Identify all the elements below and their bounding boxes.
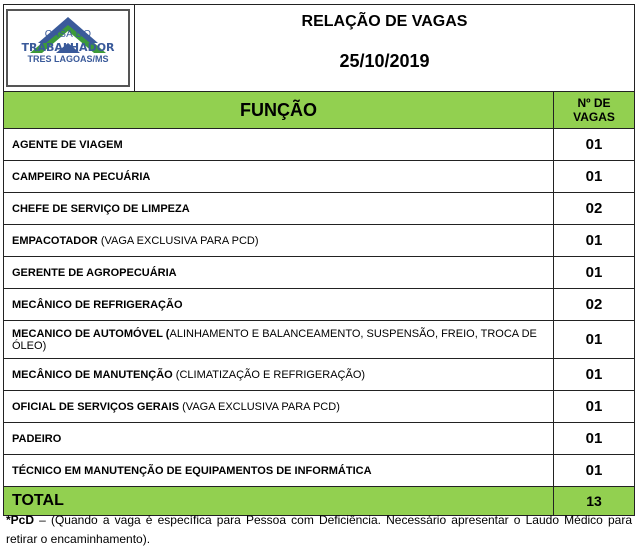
title-cell	[135, 5, 635, 92]
total-label: TOTAL	[4, 487, 554, 516]
table-row	[4, 321, 635, 359]
job-count: 01	[554, 129, 635, 161]
job-note: (VAGA EXCLUSIVA PARA PCD)	[179, 400, 340, 413]
job-title: CHEFE DE SERVIÇO DE LIMPEZA	[12, 202, 190, 215]
job-count: 01	[554, 423, 635, 455]
table-row	[4, 129, 635, 161]
page-date: 25/10/2019	[339, 51, 430, 71]
total-value: 13	[554, 487, 635, 516]
job-count: 01	[554, 161, 635, 193]
job-count: 01	[554, 391, 635, 423]
logo	[6, 9, 130, 87]
job-title-cell	[4, 455, 554, 487]
job-title-cell	[4, 359, 554, 391]
column-header-row	[4, 92, 635, 129]
job-title-cell	[4, 257, 554, 289]
job-title: EMPACOTADOR	[12, 234, 98, 247]
table-row	[4, 289, 635, 321]
job-note: (VAGA EXCLUSIVA PARA PCD)	[97, 234, 259, 247]
job-title-cell	[4, 129, 554, 161]
job-title-cell	[4, 193, 554, 225]
footnote-label: *PcD	[6, 513, 35, 527]
job-title-cell	[4, 289, 554, 321]
job-title: OFICIAL DE SERVIÇOS GERAIS	[12, 400, 180, 413]
table-row	[4, 225, 635, 257]
column-header-function: FUNÇÃO	[4, 92, 554, 129]
job-rows	[4, 129, 635, 487]
table-row	[4, 455, 635, 487]
job-count: 01	[554, 455, 635, 487]
logo-line-3: TRES LAGOAS/MS	[27, 54, 109, 64]
job-title-cell	[4, 225, 554, 257]
job-count: 01	[554, 225, 635, 257]
job-title: CAMPEIRO NA PECUÁRIA	[12, 170, 151, 183]
job-title-cell	[4, 391, 554, 423]
job-count: 01	[554, 257, 635, 289]
job-count: 01	[554, 321, 635, 359]
column-header-count-line1: Nº DE	[577, 96, 611, 110]
job-note: ALINHAMENTO E BALANCEAMENTO, SUSPENSÃO, FREIO, TROCA DE ÓLEO)	[12, 327, 537, 352]
job-title: MECANICO DE AUTOMÓVEL (	[12, 327, 170, 340]
footnote-text: – (Quando a vaga é específica para Pessoa com Deficiência. Necessário apresentar o Laudo Médico para retirar o encaminhamento).	[6, 513, 632, 546]
page-title: RELAÇÃO DE VAGAS	[301, 13, 468, 30]
job-title-cell	[4, 423, 554, 455]
job-count: 01	[554, 359, 635, 391]
header-row	[4, 5, 635, 92]
logo-line-2: TRABALHADOR	[21, 41, 115, 54]
table-row	[4, 257, 635, 289]
job-title: TÉCNICO EM MANUTENÇÃO DE EQUIPAMENTOS DE INFORMÁTICA	[12, 464, 372, 477]
vacancy-table	[3, 4, 635, 516]
table-row	[4, 359, 635, 391]
job-note: (CLIMATIZAÇÃO E REFRIGERAÇÃO)	[172, 368, 366, 381]
column-header-count	[554, 92, 635, 129]
job-title: MECÂNICO DE MANUTENÇÃO	[12, 368, 173, 381]
table-row	[4, 161, 635, 193]
table-row	[4, 391, 635, 423]
table-row	[4, 423, 635, 455]
column-header-count-line2: VAGAS	[573, 110, 615, 124]
job-title: AGENTE DE VIAGEM	[12, 138, 123, 151]
job-title: PADEIRO	[12, 432, 62, 445]
logo-line-1: CASA DO	[44, 29, 92, 40]
job-title-cell	[4, 161, 554, 193]
job-count: 02	[554, 289, 635, 321]
job-title: GERENTE DE AGROPECUÁRIA	[12, 266, 177, 279]
table-row	[4, 193, 635, 225]
job-title-cell	[4, 321, 554, 359]
job-title: MECÂNICO DE REFRIGERAÇÃO	[12, 298, 183, 311]
job-count: 02	[554, 193, 635, 225]
footnote	[6, 511, 632, 549]
logo-cell	[4, 5, 135, 92]
